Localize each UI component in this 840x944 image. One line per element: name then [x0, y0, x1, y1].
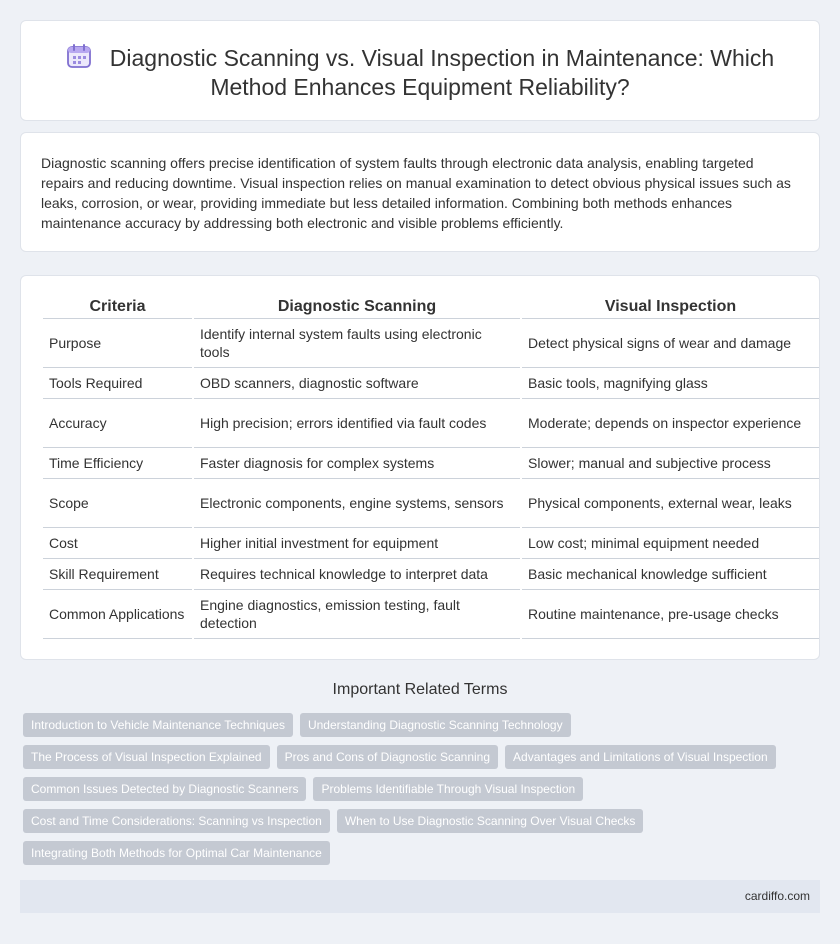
- table-row: [43, 398, 819, 447]
- title-card: [20, 20, 820, 121]
- related-term-link[interactable]: Integrating Both Methods for Optimal Car Maintenance: [23, 841, 330, 865]
- criteria-cell: Common Applications: [43, 589, 193, 638]
- header-criteria: Criteria: [43, 296, 193, 318]
- related-term-link[interactable]: When to Use Diagnostic Scanning Over Visual Checks: [337, 809, 644, 833]
- scanning-cell: Engine diagnostics, emission testing, fault detection: [193, 589, 521, 638]
- scanning-cell: Identify internal system faults using electronic tools: [193, 318, 521, 367]
- page-title-text: Diagnostic Scanning vs. Visual Inspection in Maintenance: Which Method Enhances Equipment Reliability?: [109, 45, 775, 100]
- related-term-link[interactable]: Introduction to Vehicle Maintenance Techniques: [23, 713, 293, 737]
- intro-card: [20, 132, 820, 252]
- criteria-cell: Purpose: [43, 318, 193, 367]
- inspection-cell: Basic mechanical knowledge sufficient: [521, 558, 819, 589]
- tag-row: [23, 745, 813, 769]
- criteria-cell: Skill Requirement: [43, 558, 193, 589]
- related-terms-list: [23, 713, 813, 873]
- related-term-link[interactable]: Advantages and Limitations of Visual Inspection: [505, 745, 776, 769]
- scanning-cell: Requires technical knowledge to interpret data: [193, 558, 521, 589]
- inspection-cell: Slower; manual and subjective process: [521, 447, 819, 478]
- scanning-cell: Electronic components, engine systems, sensors: [193, 478, 521, 527]
- footer: [20, 880, 820, 913]
- table-row: [43, 318, 819, 367]
- related-term-link[interactable]: Understanding Diagnostic Scanning Technology: [300, 713, 571, 737]
- related-term-link[interactable]: Pros and Cons of Diagnostic Scanning: [277, 745, 498, 769]
- inspection-cell: Basic tools, magnifying glass: [521, 367, 819, 398]
- inspection-cell: Physical components, external wear, leaks: [521, 478, 819, 527]
- header-diagnostic-scanning: Diagnostic Scanning: [193, 296, 521, 318]
- criteria-cell: Accuracy: [43, 398, 193, 447]
- tag-row: [23, 841, 813, 865]
- intro-paragraph: Diagnostic scanning offers precise identification of system faults through electronic data analysis, enabling targeted repairs and reducing downtime. Visual inspection relies on manual examination to detect obvious physical issues such as leaks, corrosion, or wear, providing immediate but less detailed information. Combining both methods enhances maintenance accuracy by addressing both electronic and visible problems efficiently.: [41, 155, 791, 231]
- related-term-link[interactable]: The Process of Visual Inspection Explained: [23, 745, 270, 769]
- comparison-table: [43, 296, 819, 639]
- table-row: [43, 478, 819, 527]
- table-row: [43, 589, 819, 638]
- inspection-cell: Routine maintenance, pre-usage checks: [521, 589, 819, 638]
- tag-row: [23, 809, 813, 833]
- table-row: [43, 447, 819, 478]
- tag-row: [23, 713, 813, 737]
- related-term-link[interactable]: Common Issues Detected by Diagnostic Scanners: [23, 777, 306, 801]
- related-term-link[interactable]: Problems Identifiable Through Visual Inspection: [313, 777, 583, 801]
- related-term-link[interactable]: Cost and Time Considerations: Scanning vs Inspection: [23, 809, 330, 833]
- header-visual-inspection: Visual Inspection: [521, 296, 819, 318]
- table-row: [43, 558, 819, 589]
- table-header-row: [43, 296, 819, 318]
- tag-row: [23, 777, 813, 801]
- footer-site-link[interactable]: cardiffo.com: [744, 889, 810, 903]
- related-terms-heading: Important Related Terms: [332, 681, 508, 698]
- criteria-cell: Scope: [43, 478, 193, 527]
- comparison-card: [20, 275, 820, 660]
- criteria-cell: Cost: [43, 527, 193, 558]
- inspection-cell: Moderate; depends on inspector experience: [521, 398, 819, 447]
- criteria-cell: Time Efficiency: [43, 447, 193, 478]
- calendar-icon: [66, 43, 92, 69]
- scanning-cell: Higher initial investment for equipment: [193, 527, 521, 558]
- inspection-cell: Detect physical signs of wear and damage: [521, 318, 819, 367]
- table-row: [43, 527, 819, 558]
- criteria-cell: Tools Required: [43, 367, 193, 398]
- table-row: [43, 367, 819, 398]
- page-title: [41, 43, 799, 102]
- inspection-cell: Low cost; minimal equipment needed: [521, 527, 819, 558]
- scanning-cell: Faster diagnosis for complex systems: [193, 447, 521, 478]
- scanning-cell: High precision; errors identified via fault codes: [193, 398, 521, 447]
- scanning-cell: OBD scanners, diagnostic software: [193, 367, 521, 398]
